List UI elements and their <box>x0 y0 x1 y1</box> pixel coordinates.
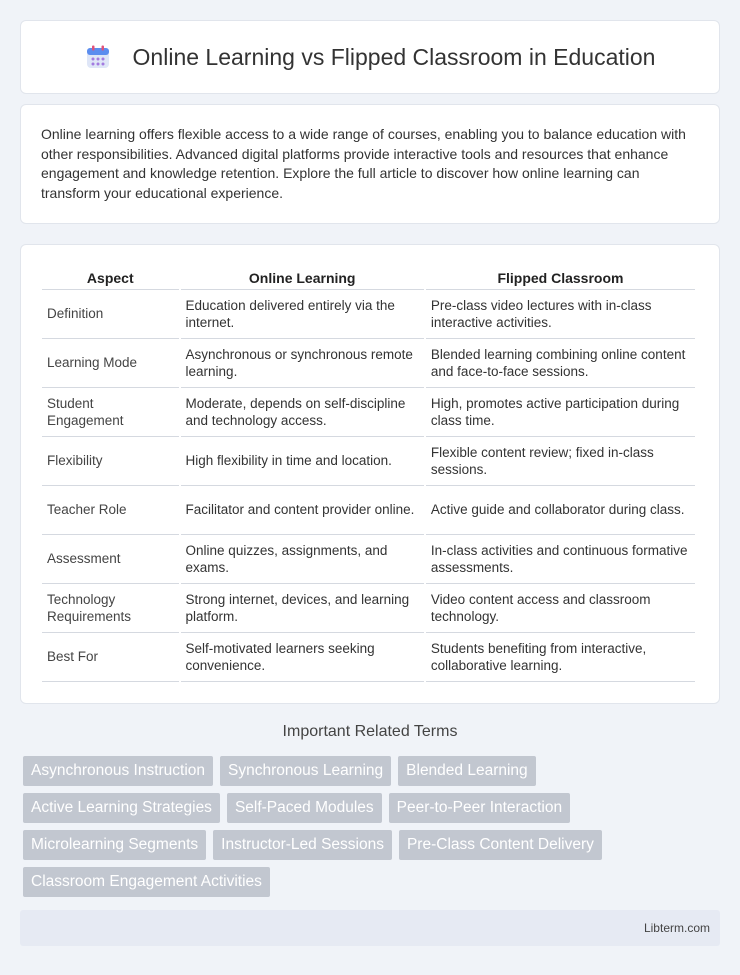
online-cell: Education delivered entirely via the internet. <box>181 290 424 339</box>
term-tag[interactable]: Asynchronous Instruction <box>23 756 213 786</box>
term-tag[interactable]: Instructor-Led Sessions <box>213 830 392 860</box>
flipped-cell: High, promotes active participation during class time. <box>426 388 695 437</box>
intro-text: Online learning offers flexible access to a wide range of courses, enabling you to balance education with other responsibilities. Advanced digital platforms provide interactive tools and resources that enhance engagement and knowledge retention. Explore the full article to discover how online learning can transform your educational experience. <box>41 126 686 201</box>
aspect-cell: Technology Requirements <box>42 584 179 633</box>
aspect-cell: Student Engagement <box>42 388 179 437</box>
header-aspect: Aspect <box>42 265 179 290</box>
table-row <box>42 633 695 682</box>
online-cell: Strong internet, devices, and learning platform. <box>181 584 424 633</box>
footer <box>20 910 720 946</box>
term-tag[interactable]: Pre-Class Content Delivery <box>399 830 602 860</box>
comparison-table <box>40 265 697 682</box>
flipped-cell: Blended learning combining online content and face-to-face sessions. <box>426 339 695 388</box>
term-tag[interactable]: Blended Learning <box>398 756 536 786</box>
table-header-row <box>42 265 695 290</box>
table-row <box>42 535 695 584</box>
term-tag[interactable]: Classroom Engagement Activities <box>23 867 270 897</box>
table-row <box>42 486 695 535</box>
aspect-cell: Assessment <box>42 535 179 584</box>
footer-site-link[interactable]: Libterm.com <box>643 921 710 935</box>
page-title: Online Learning vs Flipped Classroom in Education <box>132 43 656 70</box>
table-row <box>42 388 695 437</box>
flipped-cell: Flexible content review; fixed in-class sessions. <box>426 437 695 486</box>
flipped-cell: Video content access and classroom technology. <box>426 584 695 633</box>
flipped-cell: Pre-class video lectures with in-class interactive activities. <box>426 290 695 339</box>
flipped-cell: Active guide and collaborator during class. <box>426 486 695 535</box>
online-cell: Moderate, depends on self-discipline and technology access. <box>181 388 424 437</box>
table-row <box>42 437 695 486</box>
title-card <box>20 20 720 94</box>
calendar-icon <box>85 44 111 70</box>
intro-card <box>20 104 720 224</box>
table-row <box>42 290 695 339</box>
comparison-card <box>20 244 720 704</box>
related-terms-title: Important Related Terms <box>282 723 458 740</box>
flipped-cell: In-class activities and continuous formative assessments. <box>426 535 695 584</box>
term-tag[interactable]: Self-Paced Modules <box>227 793 382 823</box>
aspect-cell: Best For <box>42 633 179 682</box>
online-cell: Facilitator and content provider online. <box>181 486 424 535</box>
term-tag[interactable]: Active Learning Strategies <box>23 793 220 823</box>
aspect-cell: Teacher Role <box>42 486 179 535</box>
aspect-cell: Definition <box>42 290 179 339</box>
header-online-learning: Online Learning <box>181 265 424 290</box>
related-terms-list <box>23 756 723 897</box>
term-tag[interactable]: Peer-to-Peer Interaction <box>389 793 570 823</box>
flipped-cell: Students benefiting from interactive, collaborative learning. <box>426 633 695 682</box>
online-cell: Online quizzes, assignments, and exams. <box>181 535 424 584</box>
online-cell: High flexibility in time and location. <box>181 437 424 486</box>
table-row <box>42 584 695 633</box>
online-cell: Asynchronous or synchronous remote learning. <box>181 339 424 388</box>
table-row <box>42 339 695 388</box>
term-tag[interactable]: Microlearning Segments <box>23 830 206 860</box>
online-cell: Self-motivated learners seeking convenience. <box>181 633 424 682</box>
term-tag[interactable]: Synchronous Learning <box>220 756 391 786</box>
aspect-cell: Flexibility <box>42 437 179 486</box>
header-flipped-classroom: Flipped Classroom <box>426 265 695 290</box>
aspect-cell: Learning Mode <box>42 339 179 388</box>
